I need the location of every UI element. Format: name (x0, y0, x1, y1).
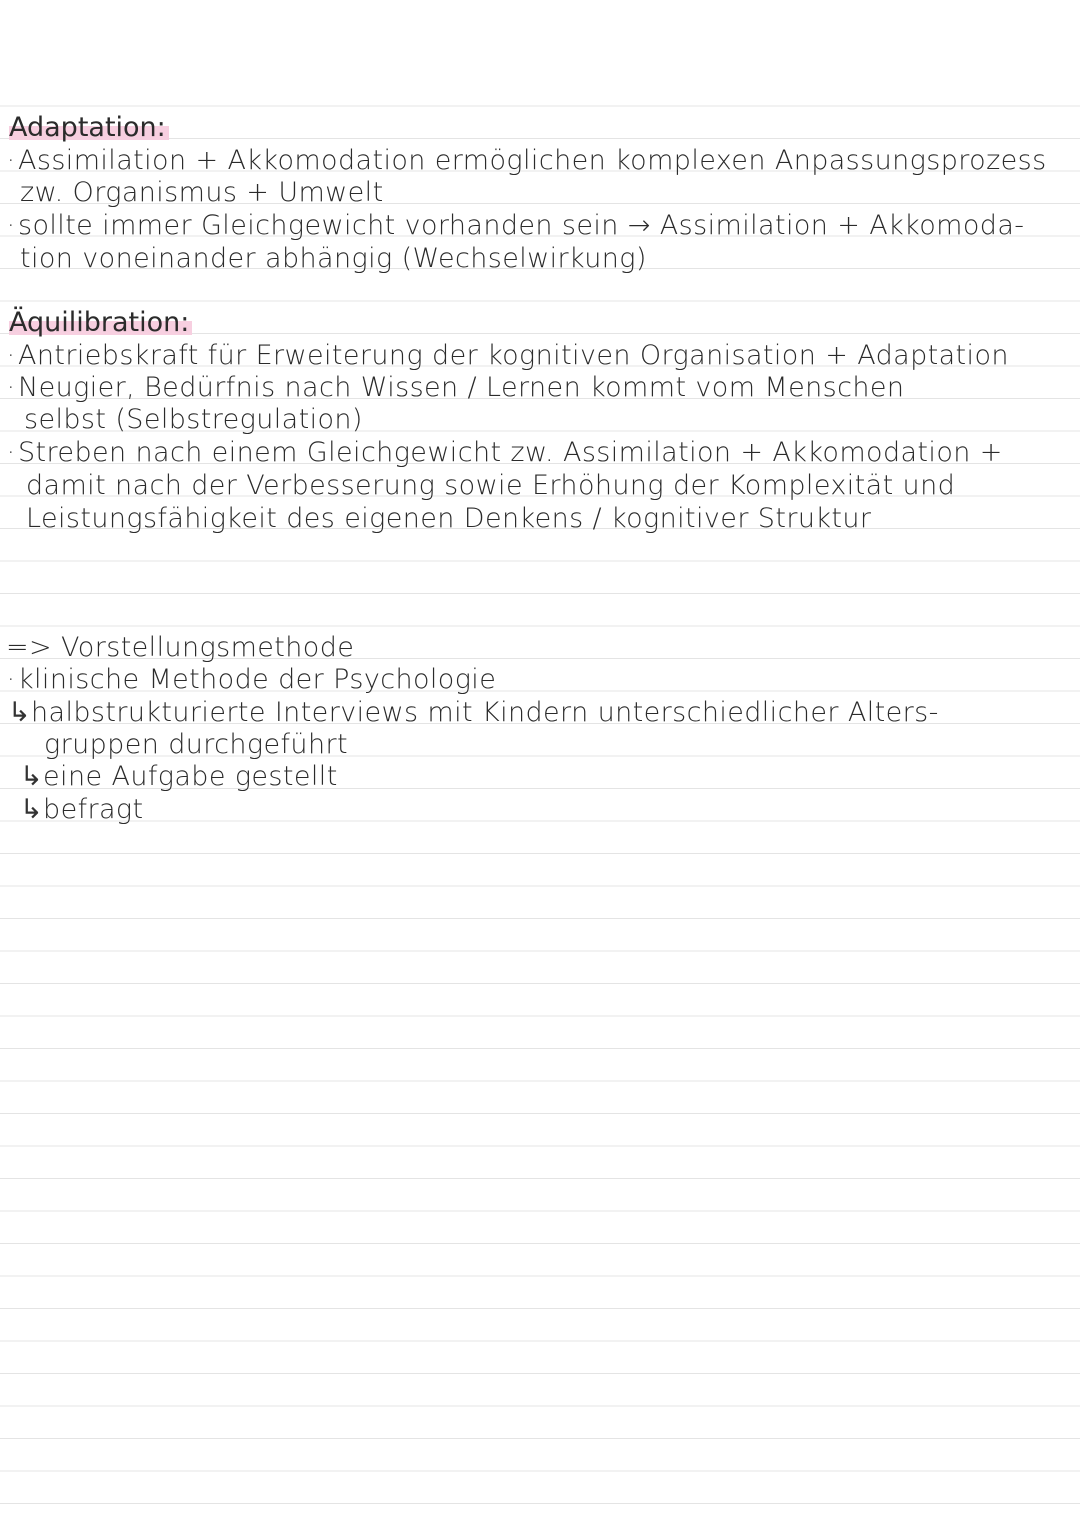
heading-aequilibration (9, 307, 192, 339)
heading-aequilibration-text: Äquilibration: (9, 307, 192, 338)
bullet-icon: · (6, 340, 16, 371)
bullet-icon: · (6, 664, 16, 695)
note-line: damit nach der Verbesserung sowie Erhöhung der Komplexität und (26, 470, 956, 501)
note-line: ·Neugier, Bedürfnis nach Wissen / Lernen kommt vom Menschen (4, 372, 904, 404)
note-line: tion voneinander abhängig (Wechselwirkung) (20, 243, 647, 274)
sub-arrow-icon: ↳ (20, 761, 44, 792)
note-line: Leistungsfähigkeit des eigenen Denkens / kognitiver Struktur (26, 503, 872, 534)
sub-arrow-icon: ↳ (20, 794, 44, 825)
bullet-icon: · (6, 210, 16, 241)
note-line: ·klinische Methode der Psychologie (4, 664, 496, 696)
heading-vorstellungsmethode: => Vorstellungsmethode (6, 632, 355, 663)
heading-adaptation-text: Adaptation: (9, 112, 169, 143)
bullet-icon: · (6, 145, 16, 176)
note-line: gruppen durchgeführt (44, 729, 348, 760)
heading-adaptation (9, 112, 169, 144)
note-line: selbst (Selbstregulation) (24, 404, 363, 435)
sub-arrow-icon: ↳ (8, 697, 32, 728)
note-line: ·Assimilation + Akkomodation ermöglichen komplexen Anpassungsprozess (4, 145, 1047, 177)
note-line: ·Streben nach einem Gleichgewicht zw. Assimilation + Akkomodation + (4, 437, 1003, 469)
bullet-icon: · (6, 372, 16, 403)
note-line: ↳eine Aufgabe gestellt (20, 761, 338, 792)
note-line: ↳befragt (20, 794, 144, 825)
bullet-icon: · (6, 437, 16, 468)
note-line: zw. Organismus + Umwelt (20, 177, 384, 208)
note-line: ↳halbstrukturierte Interviews mit Kindern unterschiedlicher Alters- (8, 697, 939, 728)
note-line: ·Antriebskraft für Erweiterung der kognitiven Organisation + Adaptation (4, 340, 1009, 372)
note-line: ·sollte immer Gleichgewicht vorhanden sein → Assimilation + Akkomoda- (4, 210, 1024, 242)
